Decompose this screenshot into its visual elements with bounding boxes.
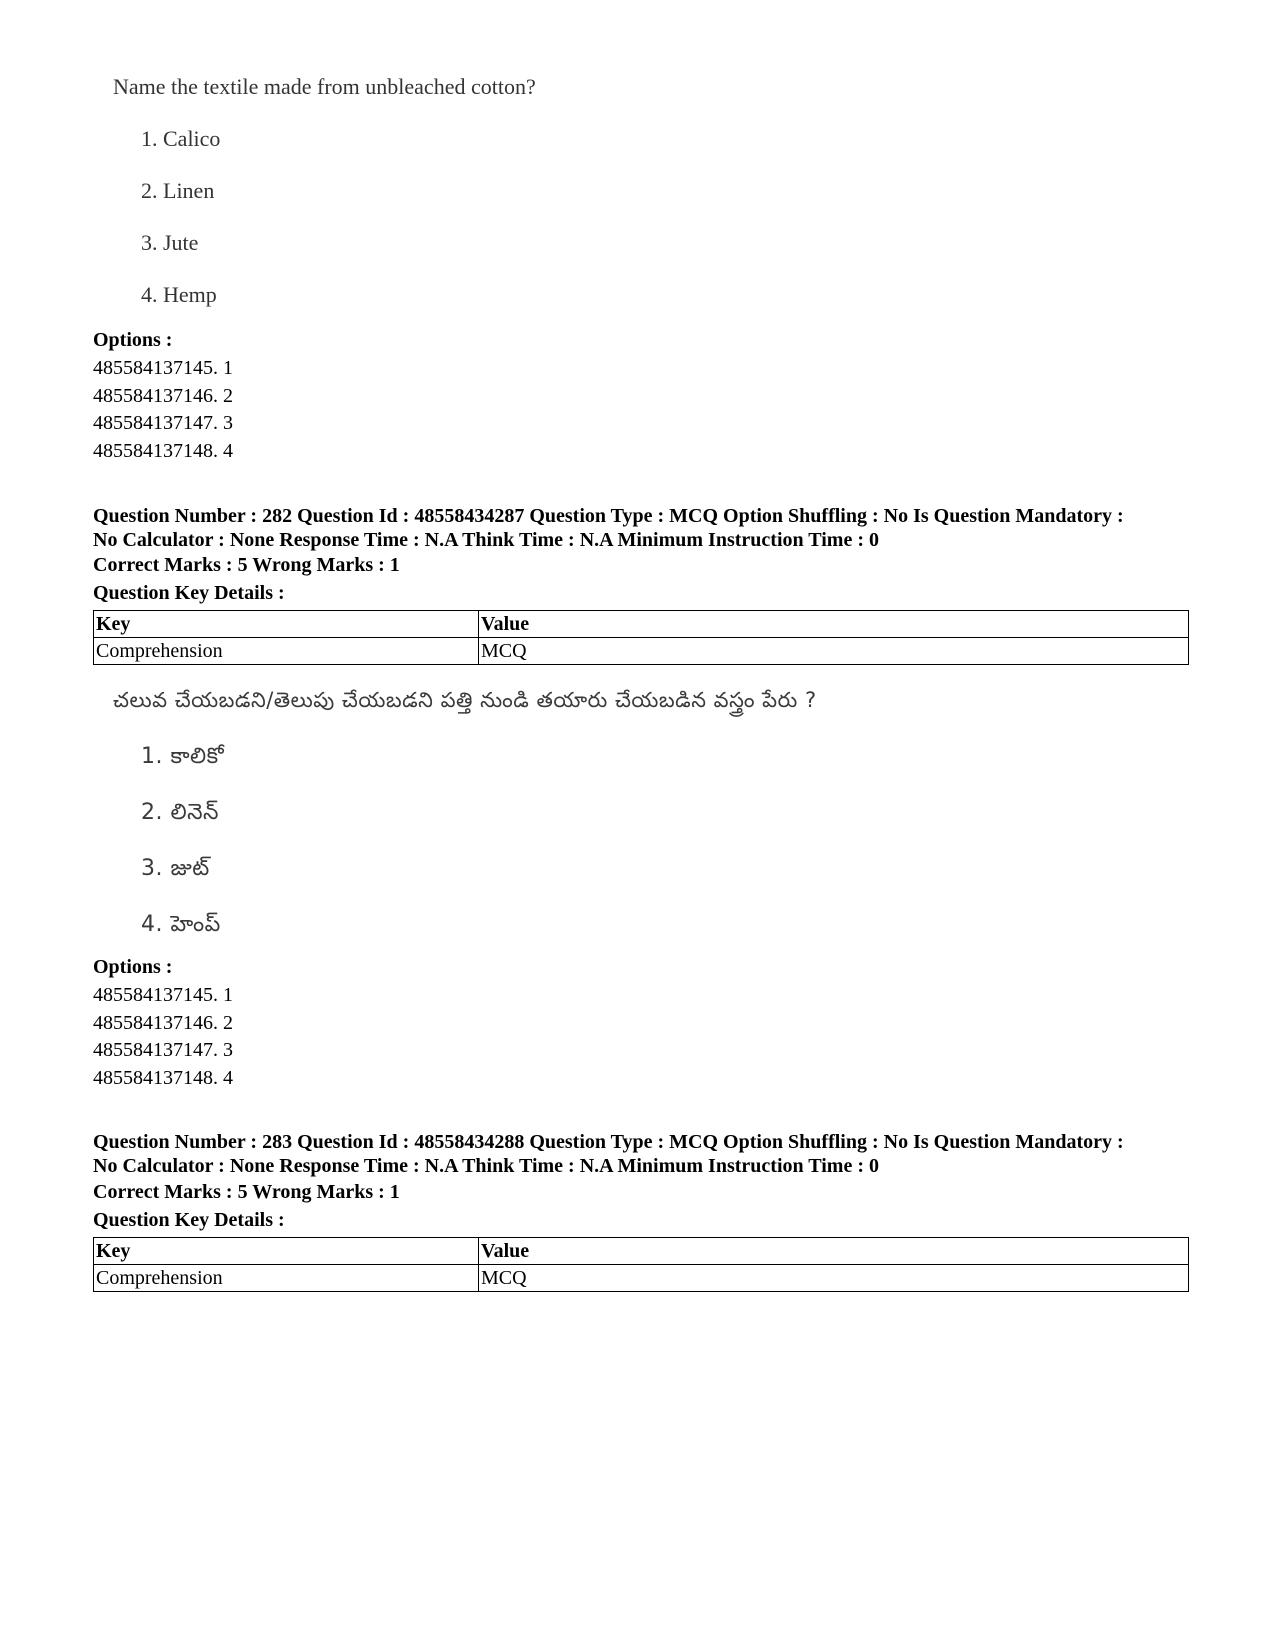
meta-line-1: Question Number : 283 Question Id : 48558434288 Question Type : MCQ Option Shuffling : No Is Question Mandatory : bbox=[93, 1131, 1124, 1153]
option-id-4: 485584137148. 4 bbox=[93, 440, 233, 462]
table-header-row bbox=[94, 611, 1189, 638]
question-meta-283 bbox=[93, 1130, 1193, 1178]
option-id-1: 485584137145. 1 bbox=[93, 984, 233, 1006]
question-text-telugu: చలువ చేయబడని/తెలుపు చేయబడని పత్తి నుండి తయారు చేయబడిన వస్త్రం పేరు ? bbox=[113, 688, 817, 712]
key-details-label: Question Key Details : bbox=[93, 582, 285, 604]
table-cell-value: MCQ bbox=[479, 1265, 1189, 1292]
choice-3: 3. Jute bbox=[141, 230, 199, 255]
key-details-table bbox=[93, 1237, 1189, 1292]
meta-line-2: No Calculator : None Response Time : N.A Think Time : N.A Minimum Instruction Time : 0 bbox=[93, 529, 879, 551]
marks-line: Correct Marks : 5 Wrong Marks : 1 bbox=[93, 554, 400, 576]
table-cell-key: Comprehension bbox=[94, 638, 479, 665]
options-label: Options : bbox=[93, 956, 173, 978]
meta-line-2: No Calculator : None Response Time : N.A Think Time : N.A Minimum Instruction Time : 0 bbox=[93, 1155, 879, 1177]
option-id-1: 485584137145. 1 bbox=[93, 357, 233, 379]
choice-1: 1. Calico bbox=[141, 126, 221, 151]
key-details-table bbox=[93, 610, 1189, 665]
choice-2-telugu: 2. లినెన్ bbox=[141, 800, 219, 825]
option-id-4: 485584137148. 4 bbox=[93, 1067, 233, 1089]
choice-3-telugu: 3. జుట్ bbox=[141, 856, 210, 881]
table-header-row bbox=[94, 1238, 1189, 1265]
table-header-key: Key bbox=[94, 611, 479, 638]
option-id-3: 485584137147. 3 bbox=[93, 412, 233, 434]
question-text: Name the textile made from unbleached cotton? bbox=[113, 74, 536, 99]
table-row bbox=[94, 638, 1189, 665]
table-header-key: Key bbox=[94, 1238, 479, 1265]
options-label: Options : bbox=[93, 329, 173, 351]
question-meta-282 bbox=[93, 504, 1193, 552]
key-details-label: Question Key Details : bbox=[93, 1209, 285, 1231]
table-cell-value: MCQ bbox=[479, 638, 1189, 665]
table-row bbox=[94, 1265, 1189, 1292]
table-cell-key: Comprehension bbox=[94, 1265, 479, 1292]
meta-line-1: Question Number : 282 Question Id : 48558434287 Question Type : MCQ Option Shuffling : No Is Question Mandatory : bbox=[93, 505, 1124, 527]
table-header-value: Value bbox=[479, 1238, 1189, 1265]
choice-2: 2. Linen bbox=[141, 178, 215, 203]
choice-4: 4. Hemp bbox=[141, 282, 217, 307]
option-id-2: 485584137146. 2 bbox=[93, 385, 233, 407]
option-id-2: 485584137146. 2 bbox=[93, 1012, 233, 1034]
choice-1-telugu: 1. కాలికో bbox=[141, 744, 225, 769]
option-id-3: 485584137147. 3 bbox=[93, 1039, 233, 1061]
marks-line: Correct Marks : 5 Wrong Marks : 1 bbox=[93, 1181, 400, 1203]
choice-4-telugu: 4. హెంప్ bbox=[141, 912, 221, 937]
table-header-value: Value bbox=[479, 611, 1189, 638]
